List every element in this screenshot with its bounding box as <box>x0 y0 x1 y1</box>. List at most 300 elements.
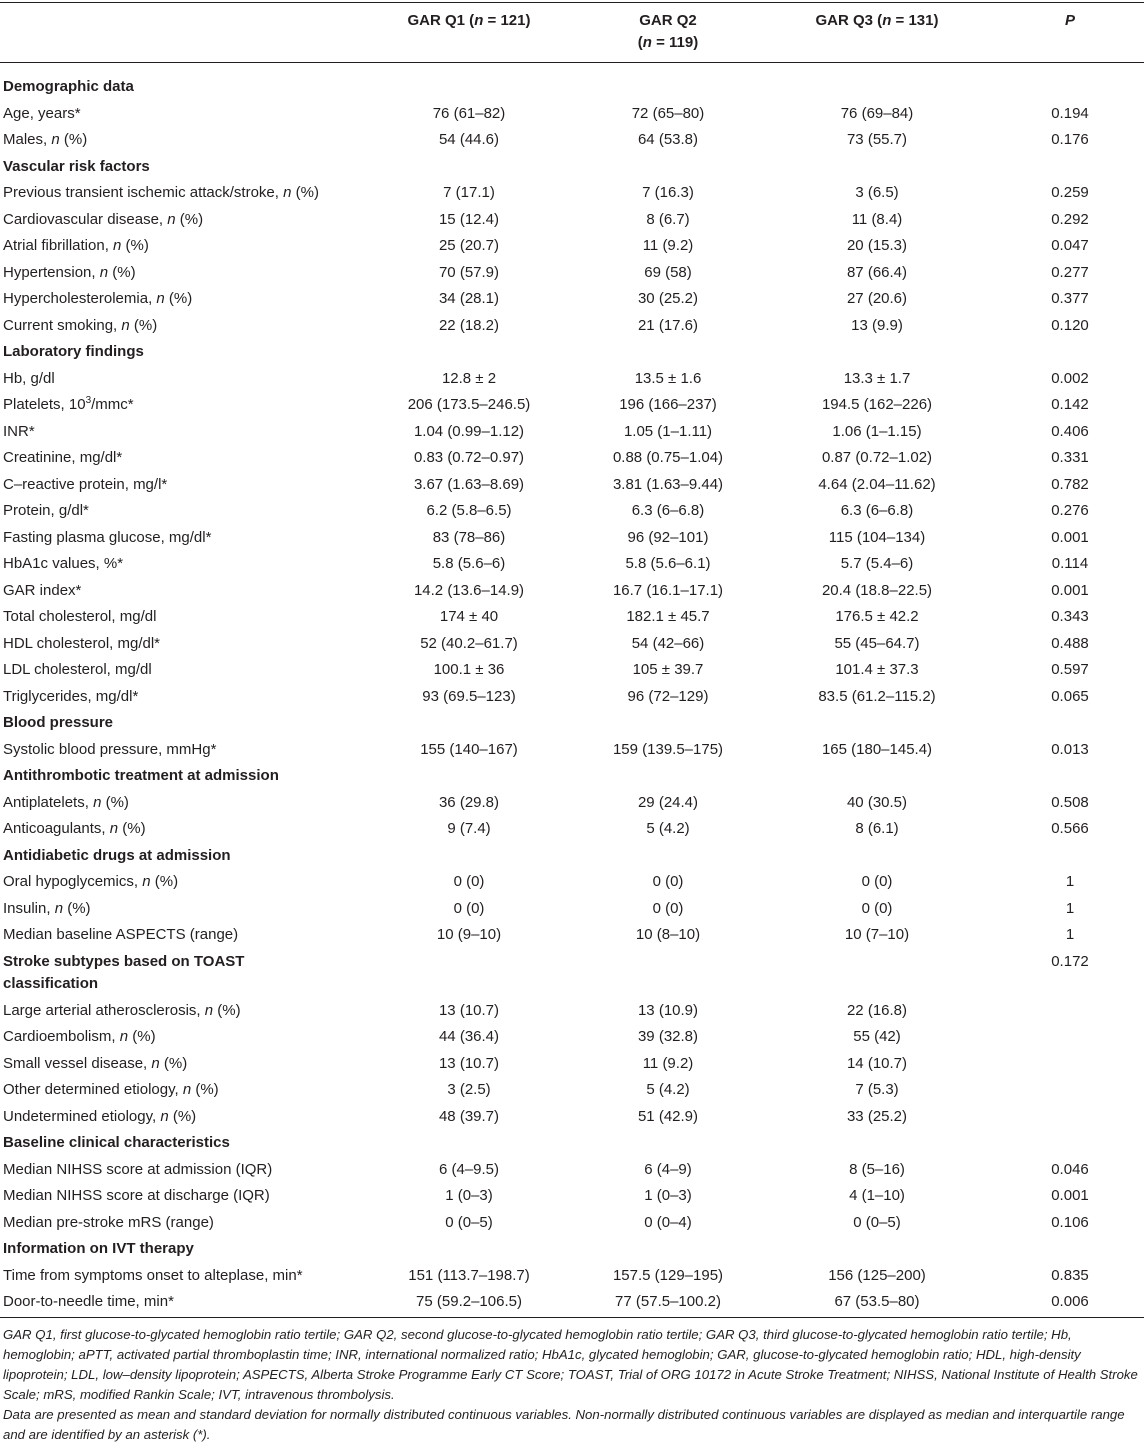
row-label-text: Other determined etiology, <box>3 1081 183 1098</box>
row-label <box>3 101 81 128</box>
section-header <box>0 710 1144 737</box>
section-header <box>0 1130 1144 1157</box>
p-value-cell: 0.597 <box>1051 661 1089 678</box>
gar-q2-cell: 11 (9.2) <box>642 237 694 254</box>
row-label-text: Creatinine, mg/dl <box>3 449 117 466</box>
section-title: Antithrombotic treatment at admission <box>3 767 279 784</box>
row-label-superscript: 3 <box>85 395 92 406</box>
header-gar-q2-line1: GAR Q2 <box>639 12 697 29</box>
table-row <box>0 1289 1144 1316</box>
gar-q1-cell: 6.2 (5.8–6.5) <box>426 502 512 519</box>
row-label-text: Antiplatelets, <box>3 793 94 811</box>
gar-q3-cell: 7 (5.3) <box>855 1081 899 1098</box>
gar-q1-cell: 1 (0–3) <box>445 1187 493 1204</box>
p-value-cell: 0.406 <box>1051 422 1089 440</box>
row-label <box>3 1024 156 1051</box>
row-label-suffix: (%) <box>213 1001 241 1019</box>
gar-q2-cell: 157.5 (129–195) <box>612 1266 724 1284</box>
gar-q3-cell: 76 (69–84) <box>840 104 914 122</box>
gar-q1-cell: 12.8 ± 2 <box>441 369 497 387</box>
table-row <box>0 127 1144 154</box>
row-label-n: n <box>113 237 122 254</box>
row-label <box>3 392 134 419</box>
gar-q2-cell: 8 (6.7) <box>646 210 690 228</box>
p-value-cell: 0.006 <box>1051 1293 1089 1310</box>
section-title: Laboratory findings <box>3 343 144 360</box>
row-label-asterisk: * <box>210 740 217 758</box>
row-label-text: Previous transient ischemic attack/stroke, <box>3 184 284 201</box>
gar-q1-cell: 151 (113.7–198.7) <box>408 1266 530 1284</box>
row-label <box>3 233 149 260</box>
row-label-text: GAR index <box>3 581 76 599</box>
row-label-text: Age, years <box>3 104 75 122</box>
row-label-suffix: (%) <box>291 184 319 201</box>
gar-q1-cell: 13 (10.7) <box>438 1054 500 1072</box>
gar-q1-cell: 7 (17.1) <box>443 184 495 201</box>
row-label-n: n <box>109 820 119 837</box>
p-value-cell: 0.065 <box>1051 687 1089 705</box>
row-label-text: Small vessel disease, <box>3 1054 152 1072</box>
gar-q1-cell: 5.8 (5.6–6) <box>432 555 506 572</box>
gar-q1-cell: 70 (57.9) <box>438 263 500 281</box>
table-row <box>0 286 1144 313</box>
gar-q2-cell: 11 (9.2) <box>642 1054 694 1072</box>
row-label <box>3 896 91 923</box>
row-label <box>3 180 319 207</box>
section-header <box>0 763 1144 790</box>
gar-q3-cell: 6.3 (6–6.8) <box>840 502 914 519</box>
gar-q3-cell: 176.5 ± 42.2 <box>835 608 919 625</box>
gar-q1-cell: 34 (28.1) <box>438 290 500 307</box>
gar-q3-cell: 10 (7–10) <box>844 926 910 943</box>
gar-q2-cell: 96 (92–101) <box>627 528 709 546</box>
p-value-cell: 0.566 <box>1051 820 1089 837</box>
p-value-cell: 0.782 <box>1051 475 1089 493</box>
gar-q3-cell: 67 (53.5–80) <box>834 1293 920 1310</box>
p-value-cell: 0.343 <box>1051 608 1089 625</box>
table-row <box>0 233 1144 260</box>
footnote-abbreviations: GAR Q1, first glucose-to-glycated hemoglobin ratio tertile; GAR Q2, second glucose-to-glycated hemoglobin ratio tertile; GAR Q3, third glucose-to-glycated hemoglobin ratio tertile; Hb, hemoglobin; aPTT, activated partial thromboplastin time; INR, international normalized ratio; HbA1c, glycated hemoglobin; GAR, glucose-to-glycated hemoglobin ratio; HDL, high-density lipoprotein; LDL, low–density lipoprotein; ASPECTS, Alberta Stroke Programme Early CT Score; TOAST, Trial of ORG 10172 in Acute Stroke Treatment; NIHSS, National Institute of Health Stroke Scale; mRS, modified Rankin Scale; IVT, intravenous thrombolysis. <box>3 1327 1138 1402</box>
p-value-cell: 1 <box>1065 899 1075 917</box>
table-row <box>0 366 1144 393</box>
row-label <box>3 631 160 658</box>
table-row <box>0 869 1144 896</box>
gar-q1-cell: 48 (39.7) <box>438 1107 500 1125</box>
row-label <box>3 578 81 605</box>
gar-q1-cell: 44 (36.4) <box>438 1028 500 1045</box>
row-label-suffix: /mmc <box>91 396 128 413</box>
row-label-suffix: (%) <box>121 237 149 254</box>
gar-q3-cell: 55 (42) <box>853 1028 901 1045</box>
row-label-text: Hb, g/dl <box>3 369 55 387</box>
row-label-suffix: (%) <box>164 290 193 307</box>
gar-q3-cell: 27 (20.6) <box>846 290 908 307</box>
row-label-text: Median NIHSS score at admission (IQR) <box>3 1160 273 1178</box>
row-label-suffix: (%) <box>108 263 136 281</box>
row-label-asterisk: * <box>205 528 212 546</box>
row-label <box>3 445 122 472</box>
header-gar-q2 <box>588 10 748 54</box>
row-label-text: Anticoagulants, <box>3 820 110 837</box>
table-row <box>0 657 1144 684</box>
gar-q3-cell: 156 (125–200) <box>828 1266 926 1284</box>
gar-q3-cell: 14 (10.7) <box>846 1054 908 1072</box>
table-row <box>0 498 1144 525</box>
gar-q1-cell: 0 (0–5) <box>445 1213 493 1231</box>
table-row <box>0 631 1144 658</box>
gar-q1-cell: 3 (2.5) <box>447 1081 491 1098</box>
header-gar-q1-suffix: = 121) <box>483 12 531 29</box>
p-value-cell: 0.047 <box>1051 237 1089 254</box>
p-value-cell: 0.176 <box>1051 131 1089 148</box>
row-label <box>3 816 146 843</box>
row-label-n: n <box>160 1107 169 1125</box>
gar-q3-cell: 11 (8.4) <box>851 210 903 228</box>
row-label-n: n <box>156 290 165 307</box>
row-label-text: Hypertension, <box>3 263 100 281</box>
header-gar-q2-n: n <box>642 34 652 51</box>
row-label <box>3 1051 187 1078</box>
gar-q1-cell: 75 (59.2–106.5) <box>416 1293 522 1310</box>
section-title: Information on IVT therapy <box>3 1240 194 1257</box>
row-label <box>3 1183 270 1210</box>
row-label <box>3 657 152 684</box>
gar-q2-cell: 105 ± 39.7 <box>632 661 704 678</box>
header-p-value <box>990 10 1144 32</box>
p-value-cell: 0.277 <box>1051 263 1089 281</box>
header-gar-q1 <box>389 10 549 32</box>
p-value-cell: 0.046 <box>1051 1160 1089 1178</box>
gar-q1-cell: 36 (29.8) <box>438 793 500 811</box>
row-label-text: HbA1c values, % <box>3 555 118 572</box>
row-label <box>3 998 241 1025</box>
row-label-suffix: (%) <box>168 1107 197 1125</box>
gar-q3-cell: 0 (0–5) <box>853 1213 901 1231</box>
table-row <box>0 313 1144 340</box>
gar-q1-cell: 0.83 (0.72–0.97) <box>413 449 525 466</box>
gar-q2-cell: 1.05 (1–1.11) <box>623 422 713 440</box>
table-row <box>0 1077 1144 1104</box>
row-label-asterisk: * <box>83 502 89 519</box>
table-row <box>0 1183 1144 1210</box>
row-label-asterisk: * <box>127 396 134 413</box>
gar-q3-cell: 4.64 (2.04–11.62) <box>818 475 936 493</box>
row-label-n: n <box>119 1028 129 1045</box>
gar-q2-cell: 0 (0–4) <box>644 1213 692 1231</box>
gar-q1-cell: 83 (78–86) <box>432 528 506 546</box>
gar-q3-cell: 20.4 (18.8–22.5) <box>821 581 933 599</box>
gar-q1-cell: 6 (4–9.5) <box>438 1160 500 1178</box>
p-value-cell: 0.106 <box>1051 1213 1089 1231</box>
row-label-n: n <box>204 1001 214 1019</box>
table-row <box>0 472 1144 499</box>
row-label <box>3 366 55 393</box>
gar-q3-cell: 33 (25.2) <box>846 1107 908 1125</box>
gar-q1-cell: 0 (0) <box>453 899 485 917</box>
row-label <box>3 1157 272 1184</box>
row-label-text: Triglycerides, mg/dl <box>3 687 133 705</box>
gar-q2-cell: 0 (0) <box>652 873 684 890</box>
header-gar-q1-n: n <box>474 12 484 29</box>
row-label <box>3 260 136 287</box>
p-value-cell: 0.331 <box>1051 449 1089 466</box>
row-label <box>3 551 123 578</box>
row-label-n: n <box>283 184 292 201</box>
row-label-asterisk: * <box>117 555 124 572</box>
row-label-suffix: (%) <box>101 793 129 811</box>
gar-q2-cell: 96 (72–129) <box>627 687 709 705</box>
row-label-n: n <box>167 210 176 228</box>
section-title: Baseline clinical characteristics <box>3 1134 230 1151</box>
row-label-suffix: (%) <box>175 210 204 228</box>
row-label-suffix: (%) <box>129 316 158 334</box>
table-row <box>0 1104 1144 1131</box>
gar-q1-cell: 10 (9–10) <box>436 926 502 943</box>
row-label-text: Hypercholesterolemia, <box>3 290 157 307</box>
section-header <box>0 843 1144 870</box>
gar-q1-cell: 155 (140–167) <box>420 740 518 758</box>
row-label-text: Insulin, <box>3 899 55 917</box>
row-label-text: C–reactive protein, mg/l <box>3 475 162 493</box>
p-value-cell: 0.276 <box>1051 502 1089 519</box>
gar-q2-cell: 5 (4.2) <box>646 1081 690 1098</box>
header-p-label: P <box>1064 12 1075 29</box>
table-row <box>0 525 1144 552</box>
gar-q2-cell: 64 (53.8) <box>637 131 699 148</box>
table-row <box>0 1024 1144 1051</box>
section-header <box>0 1236 1144 1263</box>
table-row <box>0 922 1144 949</box>
header-gar-q2-line2 <box>588 32 748 54</box>
row-label <box>3 1289 174 1316</box>
gar-q2-cell: 39 (32.8) <box>637 1028 699 1045</box>
row-label-asterisk: * <box>132 687 139 705</box>
section-title: Antidiabetic drugs at admission <box>3 846 231 864</box>
table-row <box>0 551 1144 578</box>
bottom-rule <box>0 1317 1144 1318</box>
table-row <box>0 896 1144 923</box>
row-label-text: Median baseline ASPECTS (range) <box>3 926 239 943</box>
row-label <box>3 737 216 764</box>
table-row <box>0 1157 1144 1184</box>
p-value-cell: 0.377 <box>1051 290 1089 307</box>
gar-q3-cell: 83.5 (61.2–115.2) <box>818 687 936 705</box>
row-label-text: Undetermined etiology, <box>3 1107 161 1125</box>
section-header <box>0 74 1144 101</box>
row-label-text: Total cholesterol, mg/dl <box>3 608 157 625</box>
header-gar-q3 <box>797 10 957 32</box>
row-label-asterisk: * <box>168 1293 174 1310</box>
row-label-n: n <box>151 1054 160 1072</box>
gar-q2-cell: 6 (4–9) <box>644 1160 692 1178</box>
gar-q2-cell: 0 (0) <box>652 899 684 917</box>
gar-q1-cell: 54 (44.6) <box>438 131 500 148</box>
gar-q2-cell: 182.1 ± 45.7 <box>626 608 710 625</box>
header-gar-q2-open: ( <box>637 34 643 51</box>
row-label <box>3 127 87 154</box>
row-label-text: Platelets, 10 <box>3 396 86 413</box>
gar-q3-cell: 0 (0) <box>861 899 893 917</box>
row-label <box>3 922 238 949</box>
row-label-text: Atrial fibrillation, <box>3 237 114 254</box>
p-value-cell: 0.488 <box>1051 634 1089 652</box>
header-gar-q3-n: n <box>882 12 892 29</box>
row-label <box>3 869 178 896</box>
row-label-suffix: (%) <box>159 1054 188 1072</box>
gar-q3-cell: 115 (104–134) <box>828 528 926 546</box>
gar-q2-cell: 0.88 (0.75–1.04) <box>612 449 724 466</box>
gar-q2-cell: 69 (58) <box>644 263 692 281</box>
gar-q3-cell: 5.7 (5.4–6) <box>840 555 914 572</box>
p-value-cell: 0.292 <box>1051 210 1089 228</box>
row-label-n: n <box>54 899 64 917</box>
section-title: Blood pressure <box>3 714 114 731</box>
row-label-suffix: (%) <box>59 131 88 148</box>
table-row <box>0 1210 1144 1237</box>
row-label-n: n <box>182 1081 192 1098</box>
row-label <box>3 684 138 711</box>
p-value-cell: 0.259 <box>1051 184 1089 201</box>
header-rule <box>0 62 1144 63</box>
row-label-asterisk: * <box>28 422 35 440</box>
table-row <box>0 445 1144 472</box>
gar-q3-cell: 73 (55.7) <box>846 131 908 148</box>
gar-q1-cell: 13 (10.7) <box>438 1001 500 1019</box>
row-label-text: LDL cholesterol, mg/dl <box>3 661 152 678</box>
p-value-cell: 0.508 <box>1051 793 1089 811</box>
gar-q2-cell: 10 (8–10) <box>635 926 701 943</box>
row-label <box>3 498 89 525</box>
gar-q1-cell: 15 (12.4) <box>438 210 500 228</box>
row-label-text: Protein, g/dl <box>3 502 84 519</box>
row-label-text: Oral hypoglycemics, <box>3 873 143 890</box>
section-title-line2: classification <box>3 974 99 992</box>
p-value-cell: 0.001 <box>1051 581 1089 599</box>
row-label-asterisk: * <box>74 104 81 122</box>
gar-q1-cell: 3.67 (1.63–8.69) <box>413 475 525 493</box>
table-row <box>0 578 1144 605</box>
table-row <box>0 101 1144 128</box>
row-label <box>3 207 203 234</box>
row-label-text: Fasting plasma glucose, mg/dl <box>3 528 206 546</box>
gar-q3-cell: 4 (1–10) <box>849 1187 905 1204</box>
gar-q2-cell: 30 (25.2) <box>637 290 699 307</box>
gar-q3-cell: 0.87 (0.72–1.02) <box>821 449 933 466</box>
gar-q2-cell: 13 (10.9) <box>637 1001 699 1019</box>
p-value-cell: 0.114 <box>1051 555 1089 572</box>
p-value-cell: 0.013 <box>1051 740 1089 758</box>
gar-q1-cell: 206 (173.5–246.5) <box>407 396 531 413</box>
row-label-asterisk: * <box>296 1266 303 1284</box>
gar-q3-cell: 55 (45–64.7) <box>834 634 920 652</box>
gar-q3-cell: 0 (0) <box>861 873 893 890</box>
gar-q2-cell: 1 (0–3) <box>644 1187 692 1204</box>
footnote-data-presentation: Data are presented as mean and standard deviation for normally distributed continuous variables. Non-normally distributed continuous variables are displayed as median and interquartile range and are identified by an asterisk (*). <box>3 1407 1125 1442</box>
row-label-suffix: (%) <box>191 1081 219 1098</box>
row-label <box>3 419 35 446</box>
gar-q1-cell: 76 (61–82) <box>432 104 506 122</box>
table-row <box>0 207 1144 234</box>
row-label <box>3 1104 196 1131</box>
gar-q2-cell: 51 (42.9) <box>637 1107 699 1125</box>
row-label <box>3 1263 303 1290</box>
section-title: Demographic data <box>3 78 134 95</box>
row-label <box>3 790 129 817</box>
row-label-suffix: (%) <box>63 899 91 917</box>
gar-q3-cell: 194.5 (162–226) <box>821 396 933 413</box>
row-label-n: n <box>99 263 109 281</box>
p-value-cell: 0.001 <box>1051 528 1089 546</box>
row-label-text: HDL cholesterol, mg/dl <box>3 634 155 652</box>
header-gar-q1-prefix: GAR Q1 ( <box>407 12 475 29</box>
p-value-cell: 0.172 <box>1051 952 1089 970</box>
gar-q1-cell: 1.04 (0.99–1.12) <box>413 422 525 440</box>
gar-q1-cell: 52 (40.2–61.7) <box>420 634 518 652</box>
gar-q1-cell: 14.2 (13.6–14.9) <box>413 581 525 599</box>
p-value-cell: 0.194 <box>1051 104 1089 122</box>
table-row <box>0 604 1144 631</box>
gar-q2-cell: 16.7 (16.1–17.1) <box>612 581 724 599</box>
gar-q1-cell: 100.1 ± 36 <box>433 661 505 678</box>
row-label-text: Median NIHSS score at discharge (IQR) <box>3 1187 270 1204</box>
gar-q3-cell: 101.4 ± 37.3 <box>835 661 919 678</box>
row-label-suffix: (%) <box>118 820 146 837</box>
gar-q1-cell: 22 (18.2) <box>438 316 500 334</box>
row-label-asterisk: * <box>161 475 168 493</box>
row-label-n: n <box>51 131 60 148</box>
row-label-text: INR <box>3 422 29 440</box>
row-label <box>3 525 211 552</box>
row-label <box>3 472 167 499</box>
row-label-text: Males, <box>3 131 52 148</box>
p-value-cell: 0.002 <box>1051 369 1089 387</box>
gar-q3-cell: 40 (30.5) <box>846 793 908 811</box>
gar-q3-cell: 87 (66.4) <box>846 263 908 281</box>
gar-q2-cell: 196 (166–237) <box>619 396 717 413</box>
gar-q3-cell: 1.06 (1–1.15) <box>832 422 922 440</box>
row-label-suffix: (%) <box>150 873 179 890</box>
gar-q2-cell: 7 (16.3) <box>642 184 694 201</box>
row-label <box>3 313 157 340</box>
row-label-asterisk: * <box>116 449 123 466</box>
gar-q1-cell: 9 (7.4) <box>447 820 491 837</box>
gar-q3-cell: 13.3 ± 1.7 <box>843 369 911 387</box>
row-label-text: Cardiovascular disease, <box>3 210 168 228</box>
gar-q3-cell: 13 (9.9) <box>851 316 903 334</box>
gar-q1-cell: 25 (20.7) <box>438 237 500 254</box>
section-header <box>0 949 1144 998</box>
table-row <box>0 790 1144 817</box>
gar-q3-cell: 8 (5–16) <box>849 1160 905 1178</box>
gar-q2-cell: 21 (17.6) <box>637 316 699 334</box>
gar-q1-cell: 93 (69.5–123) <box>422 687 516 705</box>
row-label <box>3 286 192 313</box>
table-row <box>0 998 1144 1025</box>
row-label-n: n <box>142 873 151 890</box>
row-label-asterisk: * <box>154 634 161 652</box>
gar-q3-cell: 20 (15.3) <box>846 237 908 254</box>
section-header <box>0 339 1144 366</box>
gar-q2-cell: 3.81 (1.63–9.44) <box>612 475 724 493</box>
row-label-text: Door-to-needle time, min <box>3 1293 169 1310</box>
gar-q2-cell: 5 (4.2) <box>646 820 690 837</box>
header-gar-q3-prefix: GAR Q3 ( <box>815 12 883 29</box>
row-label-n: n <box>121 316 130 334</box>
table-row <box>0 180 1144 207</box>
row-label-n: n <box>93 793 102 811</box>
section-title: Stroke subtypes based on TOAST <box>3 952 245 970</box>
header-gar-q2-suffix: = 119) <box>651 34 699 51</box>
